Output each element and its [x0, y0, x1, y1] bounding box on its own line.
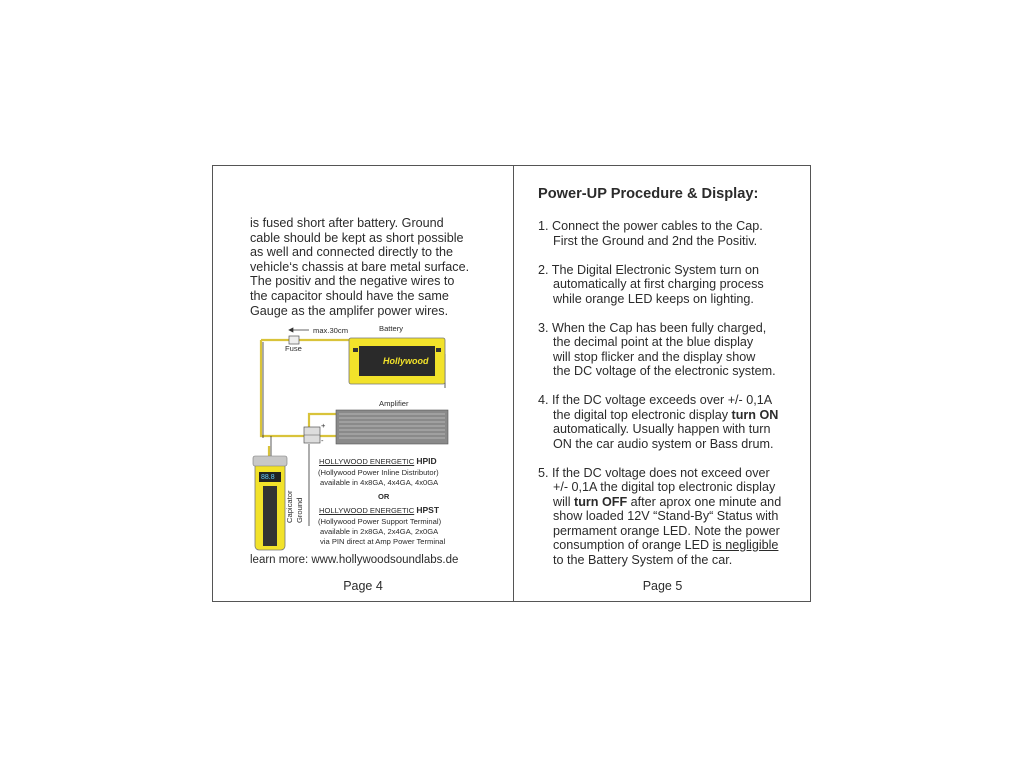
step-line: 2. The Digital Electronic System turn on [538, 262, 759, 277]
hpst-sizes: available in 2x8GA, 2x4GA, 2x0GA [320, 527, 439, 536]
battery-brand-label: Hollywood [383, 356, 429, 366]
page-number: Page 4 [343, 579, 383, 593]
hpid-sizes: available in 4x8GA, 4x4GA, 4x0GA [320, 478, 439, 487]
step-line: the decimal point at the blue display [553, 335, 754, 349]
paragraph-line: Gauge as the amplifer power wires. [250, 303, 449, 318]
plus-terminal-label: + [321, 421, 326, 430]
step-line: permament orange LED. Note the power [553, 523, 780, 538]
step-line: 1. Connect the power cables to the Cap. [538, 219, 763, 233]
step-line [538, 408, 803, 423]
distributor-block-icon [304, 427, 320, 443]
booklet-spread [212, 165, 811, 602]
step-item [538, 466, 803, 568]
hpid-description: (Hollywood Power Inline Distributor) [318, 468, 439, 477]
paragraph-line: The positiv and the negative wires to [250, 274, 455, 289]
battery-label: Battery [379, 324, 404, 333]
max-distance-label: max.30cm [313, 326, 349, 335]
step-line: automatically. Usually happen with turn [553, 422, 771, 436]
ground-label: Ground [295, 497, 304, 523]
section-title: Power-UP Procedure & Display: [538, 186, 759, 202]
capacitor-label: Capicator [285, 490, 294, 523]
wiring-paragraph [250, 216, 490, 318]
hpid-heading [319, 457, 437, 467]
step-line: 5. If the DC voltage does not exceed over [538, 465, 770, 480]
step-line: automatically at first charging process [553, 277, 764, 291]
step-item [538, 321, 803, 379]
step-line: will stop flicker and the display show [553, 349, 756, 364]
wiring-diagram [249, 326, 479, 551]
hpst-prefix: HOLLYWOOD ENERGETIC [319, 506, 415, 515]
paragraph-line: is fused short after battery. Ground [250, 216, 444, 230]
hpid-prefix: HOLLYWOOD ENERGETIC [319, 457, 415, 466]
turn-on-emphasis: turn ON [731, 407, 779, 422]
step-line: while orange LED keeps on lighting. [553, 291, 754, 306]
capacitor-display-readout: 88.8 [261, 474, 275, 481]
step-line [538, 538, 803, 553]
page-number: Page 5 [642, 579, 683, 593]
step-line: the DC voltage of the electronic system. [553, 364, 776, 378]
paragraph-line: as well and connected directly to the [250, 245, 454, 260]
paragraph-line: the capacitor should have the same [250, 288, 449, 303]
step-line: to the Battery System of the car. [553, 552, 733, 567]
negligible-underline: is negligible [712, 538, 779, 552]
amplifier-label: Amplifier [379, 399, 409, 408]
minus-terminal-label: - [321, 436, 324, 445]
step-line: 4. If the DC voltage exceeds over +/- 0,1A [538, 393, 773, 407]
page-5 [514, 166, 811, 601]
step-text: consumption of orange LED [553, 538, 713, 552]
page-4 [213, 166, 513, 601]
step-text: the digital top electronic display [553, 407, 732, 422]
step-line: will turn OFF after aprox one minute and [553, 494, 782, 509]
hpst-note: via PIN direct at Amp Power Terminal [320, 537, 446, 546]
capacitor-icon [253, 456, 287, 550]
step-item [538, 219, 803, 248]
step-item [538, 393, 803, 451]
step-line: show loaded 12V “Stand-By“ Status with [553, 509, 779, 523]
hpst-description: (Hollywood Power Support Terminal) [318, 517, 442, 526]
step-line: ON the car audio system or Bass drum. [553, 436, 774, 451]
step-line: First the Ground and 2nd the Positiv. [553, 233, 758, 248]
step-line: +/- 0,1A the digital top electronic display [553, 480, 776, 494]
or-label: OR [378, 492, 390, 501]
fuse-icon [289, 336, 299, 344]
procedure-steps [538, 219, 803, 582]
step-line: 3. When the Cap has been fully charged, [538, 320, 767, 335]
step-item [538, 263, 803, 307]
turn-off-emphasis: turn OFF [574, 494, 628, 509]
learn-more-link: learn more: www.hollywoodsoundlabs.de [250, 554, 459, 566]
max-distance-arrow [289, 328, 309, 332]
step-text: after aprox one minute and [627, 494, 782, 509]
hpid-code: HPID [416, 456, 437, 466]
paragraph-line: vehicle‘s chassis at bare metal surface. [250, 259, 470, 274]
paragraph-line: cable should be kept as short possible [250, 230, 464, 245]
hpst-code: HPST [416, 505, 440, 515]
hpst-heading [319, 506, 439, 516]
amplifier-icon [336, 410, 448, 444]
fuse-label: Fuse [285, 344, 302, 353]
